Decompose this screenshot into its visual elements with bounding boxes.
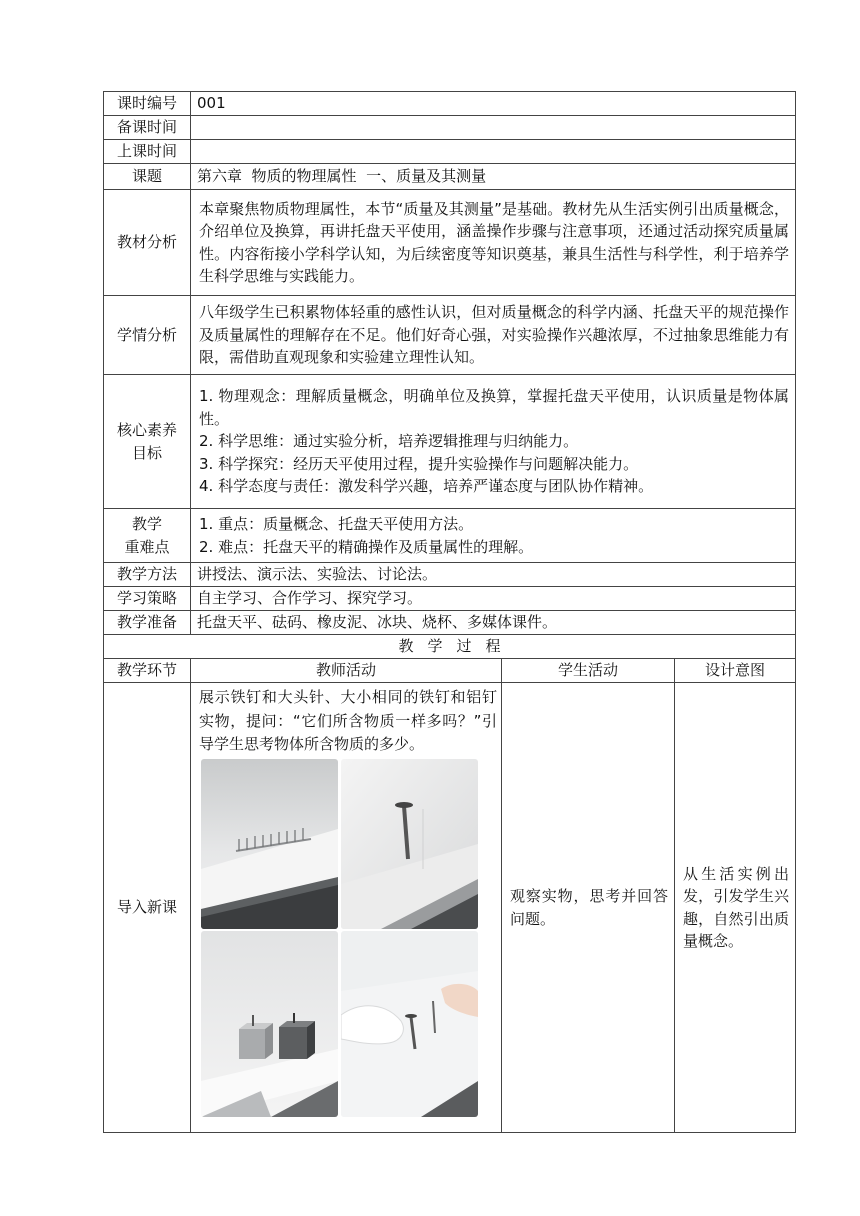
row-process-headers	[104, 659, 796, 683]
hand-holding-nail-photo	[341, 931, 478, 1117]
student-activity: 观察实物，思考并回答问题。	[502, 683, 675, 1133]
value-strategy: 自主学习、合作学习、探究学习。	[191, 587, 796, 611]
label-core-goals-line1: 核心素养	[116, 420, 177, 439]
design-intent: 从生活实例出发，引发学生兴趣，自然引出质量概念。	[675, 683, 796, 1133]
label-key-points-line1: 教学	[131, 514, 162, 533]
row-prep-time	[104, 116, 796, 140]
label-class-time: 上课时间	[104, 140, 191, 164]
label-student-analysis: 学情分析	[104, 296, 191, 375]
row-topic	[104, 164, 796, 190]
value-topic: 第六章 物质的物理属性 一、质量及其测量	[191, 164, 796, 190]
header-teacher: 教师活动	[191, 659, 502, 683]
nails-in-row-photo	[201, 759, 338, 929]
value-methods: 讲授法、演示法、实验法、讨论法。	[191, 563, 796, 587]
teacher-activity-text: 展示铁钉和大头针、大小相同的铁钉和铝钉实物，提问：“它们所含物质一样多吗？”引导学生思考物体所含物质的多少。	[199, 688, 497, 753]
value-core-goals	[191, 375, 796, 509]
row-intro	[104, 683, 796, 1133]
goal-item: 1. 物理观念：理解质量概念，明确单位及换算，掌握托盘天平使用，认识质量是物体属性。	[199, 387, 790, 428]
value-material-analysis: 本章聚焦物质物理属性，本节“质量及其测量”是基础。教材先从生活实例引出质量概念，介绍单位及换算，再讲托盘天平使用，涵盖操作步骤与注意事项，还通过活动探究质量属性。内容衔接小学科学认知，为后续密度等知识奠基，兼具生活性与科学性，利于培养学生科学思维与实践能力。	[191, 190, 796, 296]
label-core-goals	[104, 375, 191, 509]
value-lesson-no: 001	[191, 92, 796, 116]
label-material-analysis: 教材分析	[104, 190, 191, 296]
goal-item: 2. 科学思维：通过实验分析，培养逻辑推理与归纳能力。	[199, 432, 579, 451]
value-class-time	[191, 140, 796, 164]
value-prep-time	[191, 116, 796, 140]
label-prep-time: 备课时间	[104, 116, 191, 140]
lesson-plan-table	[103, 91, 796, 1133]
label-topic: 课题	[104, 164, 191, 190]
row-lesson-no	[104, 92, 796, 116]
row-key-points	[104, 509, 796, 563]
label-preparation: 教学准备	[104, 611, 191, 635]
label-key-points-line2: 重难点	[124, 537, 170, 556]
row-strategy	[104, 587, 796, 611]
label-strategy: 学习策略	[104, 587, 191, 611]
row-class-time	[104, 140, 796, 164]
goal-item: 4. 科学态度与责任：激发科学兴趣，培养严谨态度与团队协作精神。	[199, 477, 654, 496]
value-preparation: 托盘天平、砝码、橡皮泥、冰块、烧杯、多媒体课件。	[191, 611, 796, 635]
header-stage: 教学环节	[104, 659, 191, 683]
label-key-points	[104, 509, 191, 563]
value-student-analysis: 八年级学生已积累物体轻重的感性认识，但对质量概念的科学内涵、托盘天平的规范操作及质量属性的理解存在不足。他们好奇心强，对实验操作兴趣浓厚，不过抽象思维能力有限，需借助直观现象和实验建立理性认知。	[191, 296, 796, 375]
goal-item: 3. 科学探究：经历天平使用过程，提升实验操作与问题解决能力。	[199, 454, 639, 473]
header-intent: 设计意图	[675, 659, 796, 683]
teacher-activity-cell	[191, 683, 502, 1133]
key-point-item: 1. 重点：质量概念、托盘天平使用方法。	[199, 515, 474, 533]
label-methods: 教学方法	[104, 563, 191, 587]
row-student-analysis	[104, 296, 796, 375]
process-title: 教学过程	[104, 635, 796, 659]
row-process-title	[104, 635, 796, 659]
stage-intro: 导入新课	[104, 683, 191, 1133]
row-material-analysis	[104, 190, 796, 296]
row-methods	[104, 563, 796, 587]
row-core-goals	[104, 375, 796, 509]
value-key-points	[191, 509, 796, 563]
row-preparation	[104, 611, 796, 635]
single-nail-photo	[341, 759, 478, 929]
lesson-plan	[103, 91, 795, 1133]
metal-cubes-photo	[201, 931, 338, 1117]
header-student: 学生活动	[502, 659, 675, 683]
photo-grid	[201, 759, 497, 1117]
label-lesson-no: 课时编号	[104, 92, 191, 116]
label-core-goals-line2: 目标	[131, 443, 162, 462]
key-point-item: 2. 难点：托盘天平的精确操作及质量属性的理解。	[199, 537, 534, 556]
